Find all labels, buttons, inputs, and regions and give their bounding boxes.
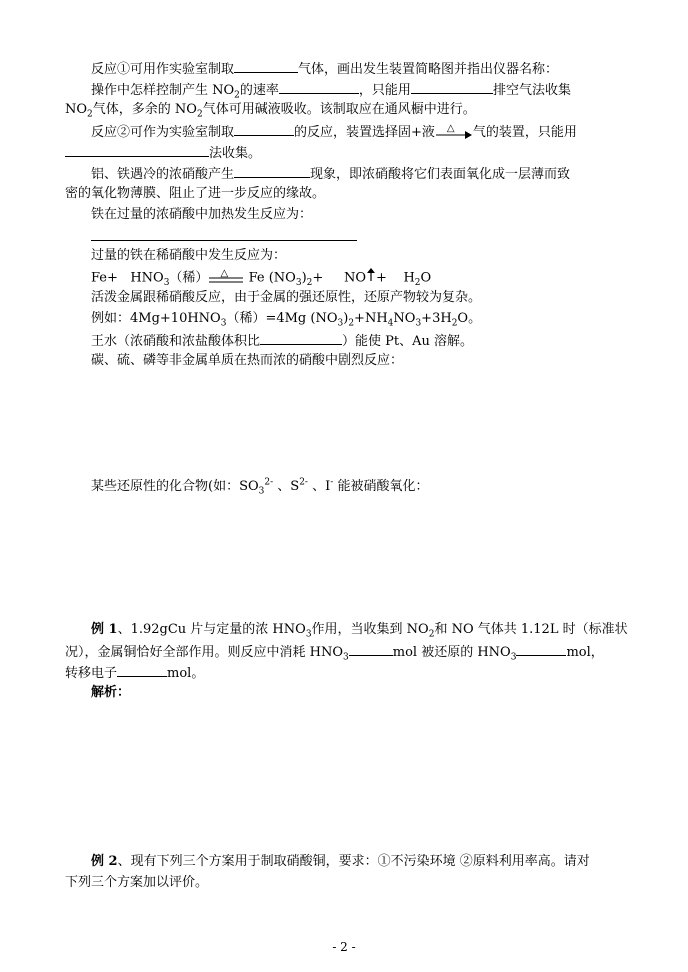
example-2-line-1: 例 2、现有下列三个方案用于制取硝酸铜，要求：①不污染环境 ②原料利用率高。请对 xyxy=(91,854,590,869)
answer-blank xyxy=(234,59,298,73)
answer-blank xyxy=(234,122,294,136)
answer-blank xyxy=(234,164,310,178)
page-number: - 2 - xyxy=(332,940,356,954)
answer-line xyxy=(91,240,357,241)
line-11: 活泼金属跟稀硝酸反应，由于金属的强还原性，还原产物较为复杂。 xyxy=(91,290,482,305)
answer-blank xyxy=(279,80,359,94)
example-1-line-1: 例 1、1.92gCu 片与定量的浓 $HNO_3$作用，当收集到 $NO_2$和 NO 气体共 1.12L 时（标准状 xyxy=(91,622,628,640)
equation-mg: 例如：$4Mg+10HNO_3$（稀）=4Mg $(NO_3)_2+NH_4NO_3+3H_2O$。 xyxy=(91,311,482,329)
line-3: $NO_2$气体，多余的 $NO_2$气体可用碱液吸收。该制取应在通风橱中进行。 xyxy=(65,102,476,120)
gas-up-arrow-icon xyxy=(366,268,376,288)
line-6: 铝、铁遇冷的浓硝酸产生 现象，即浓硝酸将它们表面氧化成一层薄而致 xyxy=(91,164,570,184)
line-4: 反应②可作为实验室制取 的反应，装置选择固+液 △ 气的装置，只能用 xyxy=(91,122,577,140)
analysis-label: 解析： xyxy=(91,685,131,700)
answer-blank xyxy=(65,143,209,157)
example-1-line-2: 况），金属铜恰好全部作用。则反应中消耗 $HNO_3$ mol 被还原的 $HNO_3$ mol， xyxy=(65,642,604,662)
line-9: 过量的铁在稀硝酸中发生反应为： xyxy=(91,248,287,263)
example-2-line-2: 下列三个方案加以评价。 xyxy=(65,875,209,890)
heating-equals-sign: △ xyxy=(220,268,229,279)
line-8: 铁在过量的浓硝酸中加热发生反应为： xyxy=(91,207,313,222)
answer-blank xyxy=(516,642,566,656)
answer-blank xyxy=(349,642,393,656)
line-15: 某些还原性的化合物(如：$SO_3^{2-}$ 、$S^{2-}$ 、I- 能被硝酸氧化： xyxy=(91,477,429,497)
line-7: 密的氧化物薄膜、阻止了进一步反应的缘故。 xyxy=(65,186,326,201)
line-14: 碳、硫、磷等非金属单质在热而浓的硝酸中剧烈反应： xyxy=(91,353,404,368)
equation-fe-dilute: Fe+ $HNO_3$（稀） △ Fe $(NO_3)_2+$ NO + $H_2O$ xyxy=(91,268,432,289)
answer-blank xyxy=(260,331,342,345)
heating-arrow: △ xyxy=(435,126,473,140)
line-1: 反应①可用作实验室制取 气体，画出发生装置简略图并指出仪器名称： xyxy=(91,59,558,79)
line-13: 王水（浓硝酸和浓盐酸体积比 ）能使 Pt、Au 溶解。 xyxy=(91,331,473,351)
answer-blank xyxy=(411,80,493,94)
line-5: 法收集。 xyxy=(65,143,261,163)
answer-blank xyxy=(117,663,167,677)
example-1-line-3: 转移电子 mol。 xyxy=(65,663,204,683)
line-2: 操作中怎样控制产生 $NO_2$的速率 ，只能用 排空气法收集 xyxy=(91,80,571,100)
